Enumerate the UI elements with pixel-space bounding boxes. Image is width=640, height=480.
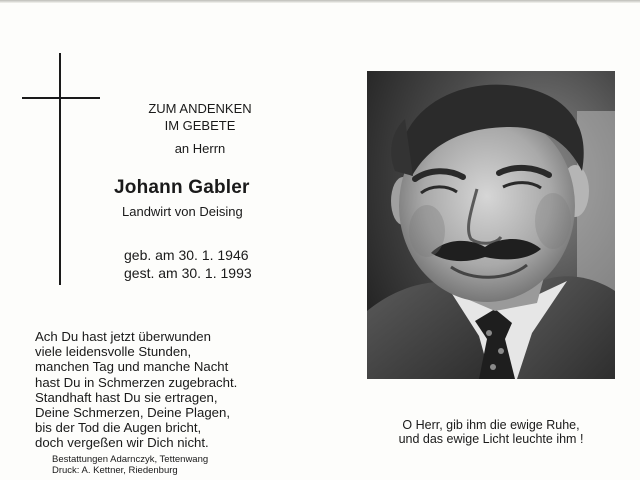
portrait-illustration: [367, 71, 615, 379]
deceased-name: Johann Gabler: [114, 177, 250, 198]
credits-line-funeral-home: Bestattungen Adarnczyk, Tettenwang: [52, 454, 209, 465]
death-date: gest. am 30. 1. 1993: [124, 265, 252, 281]
card-top-edge: [0, 0, 640, 3]
portrait-photo: [367, 71, 615, 379]
poem-line: Ach Du hast jetzt überwunden: [35, 329, 211, 344]
prayer-text: [366, 418, 616, 446]
memorial-heading: [130, 100, 270, 157]
birth-date: geb. am 30. 1. 1946: [124, 247, 249, 263]
memorial-poem: [35, 329, 237, 451]
prayer-line-2: und das ewige Licht leuchte ihm !: [398, 432, 584, 446]
poem-line: doch vergeßen wir Dich nicht.: [35, 435, 209, 451]
poem-line: Standhaft hast Du sie ertragen,: [35, 389, 218, 405]
cross-vertical-bar: [59, 53, 61, 285]
cross-icon: [22, 53, 100, 285]
poem-line: manchen Tag und manche Nacht: [35, 359, 229, 375]
credits-line-printer: Druck: A. Kettner, Riedenburg: [52, 465, 178, 476]
heading-line-2: IM GEBETE: [164, 118, 236, 133]
poem-line: viele leidensvolle Stunden,: [35, 344, 192, 360]
salutation: an Herrn: [174, 141, 226, 156]
heading-line-1: ZUM ANDENKEN: [148, 101, 252, 116]
poem-line: bis der Tod die Augen bricht,: [35, 420, 202, 436]
occupation: Landwirt von Deising: [122, 204, 243, 219]
poem-line: hast Du in Schmerzen zugebracht.: [35, 374, 238, 390]
prayer-line-1: O Herr, gib ihm die ewige Ruhe,: [402, 418, 580, 432]
cross-horizontal-bar: [22, 97, 100, 99]
poem-line: Deine Schmerzen, Deine Plagen,: [35, 405, 230, 421]
life-dates: [124, 246, 252, 282]
printer-credits: [52, 454, 208, 476]
